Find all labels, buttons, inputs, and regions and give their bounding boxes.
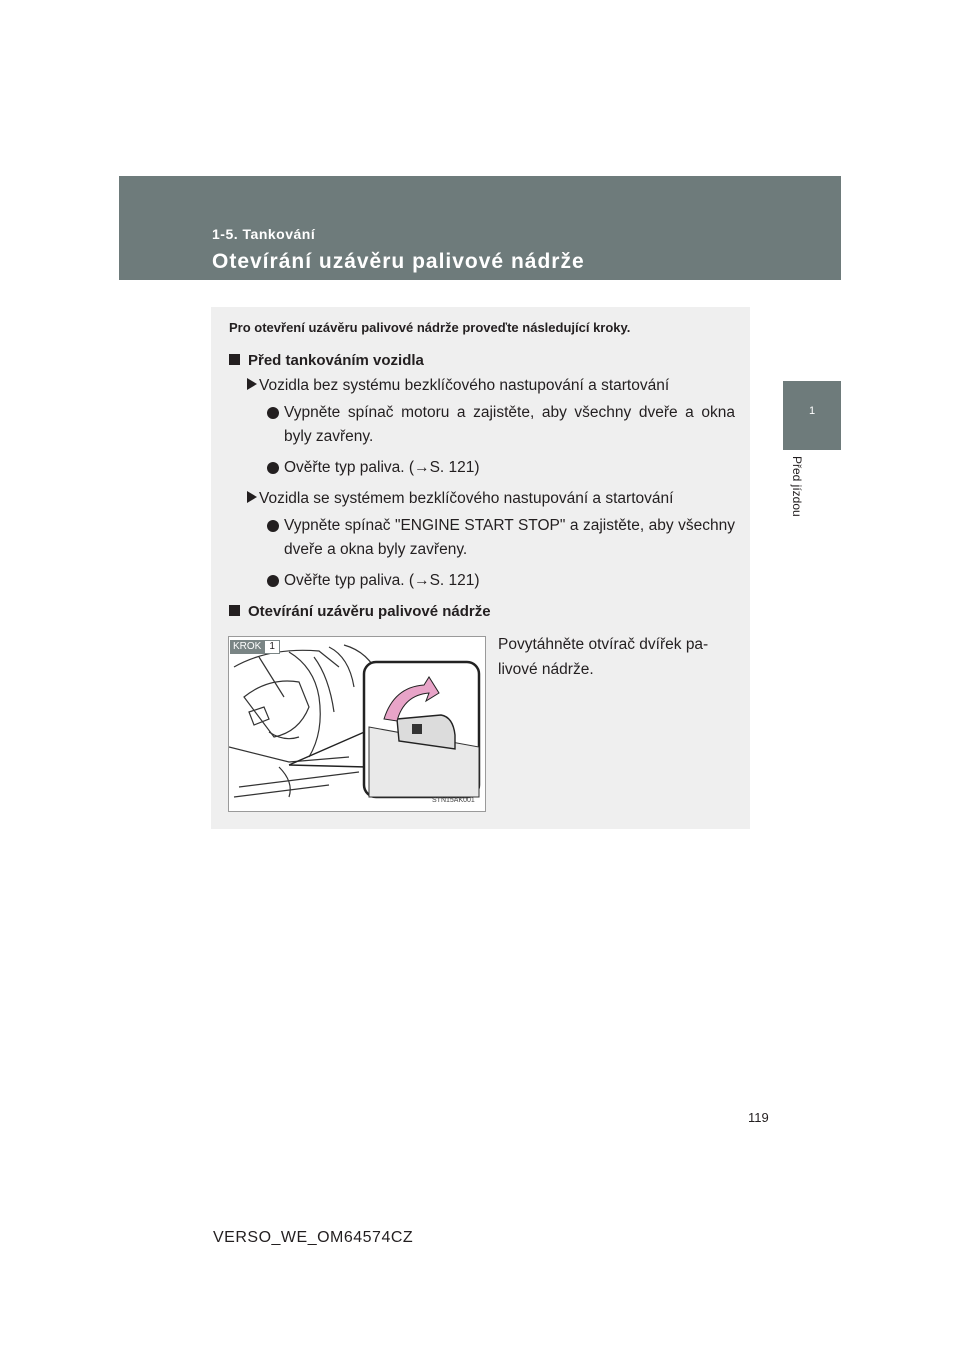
group-label-text: Vozidla se systémem bezklíčového nastupování a startování [259,490,674,507]
round-bullet-icon [267,520,279,532]
section-label: 1-5. Tankování [212,226,316,242]
bullet-text: Vypněte spínač motoru a zajistěte, aby všechny dveře a okna byly zavřeny. [284,404,735,445]
figure-code: STN15AK001 [432,797,475,804]
group-label-text: Vozidla bez systému bezklíčového nastupování a startování [259,377,670,394]
step-number: 1 [264,640,280,654]
car-interior-illustration [229,637,485,811]
step-badge [230,640,280,654]
document-code: VERSO_WE_OM64574CZ [213,1229,414,1246]
triangle-bullet-icon [247,378,257,390]
step-instruction: Povytáhněte otvírač dvířek pa- livové nádrže. [498,636,709,678]
triangle-bullet-icon [247,491,257,503]
group-b-label [247,490,673,508]
bullet-item [267,514,735,562]
round-bullet-icon [267,462,279,474]
bullet-text: Ověřte typ paliva. (→S. 121) [284,459,480,476]
illustration-fuel-door-opener [228,636,486,812]
step-label: KROK [230,640,264,654]
page-title: Otevírání uzávěru palivové nádrže [212,250,585,273]
heading-opening [229,603,491,620]
heading-text: Před tankováním vozidla [248,352,424,369]
intro-text: Pro otevření uzávěru palivové nádrže proveďte následující kroky. [229,320,631,335]
chapter-number: 1 [808,405,816,417]
square-bullet-icon [229,605,240,616]
heading-text: Otevírání uzávěru palivové nádrže [248,603,491,620]
bullet-item [267,401,735,449]
square-bullet-icon [229,354,240,365]
bullet-text: Vypněte spínač "ENGINE START STOP" a zajistěte, aby všechny dveře a okna byly zavřeny. [284,517,735,558]
heading-before-refuel [229,352,424,369]
chapter-tab[interactable] [783,381,841,450]
page-number: 119 [748,1110,769,1125]
round-bullet-icon [267,407,279,419]
bullet-item [267,456,735,480]
chapter-label: Před jízdou [790,456,804,517]
bullet-item [267,569,735,593]
group-a-label [247,377,669,395]
round-bullet-icon [267,575,279,587]
bullet-text: Ověřte typ paliva. (→S. 121) [284,572,480,589]
